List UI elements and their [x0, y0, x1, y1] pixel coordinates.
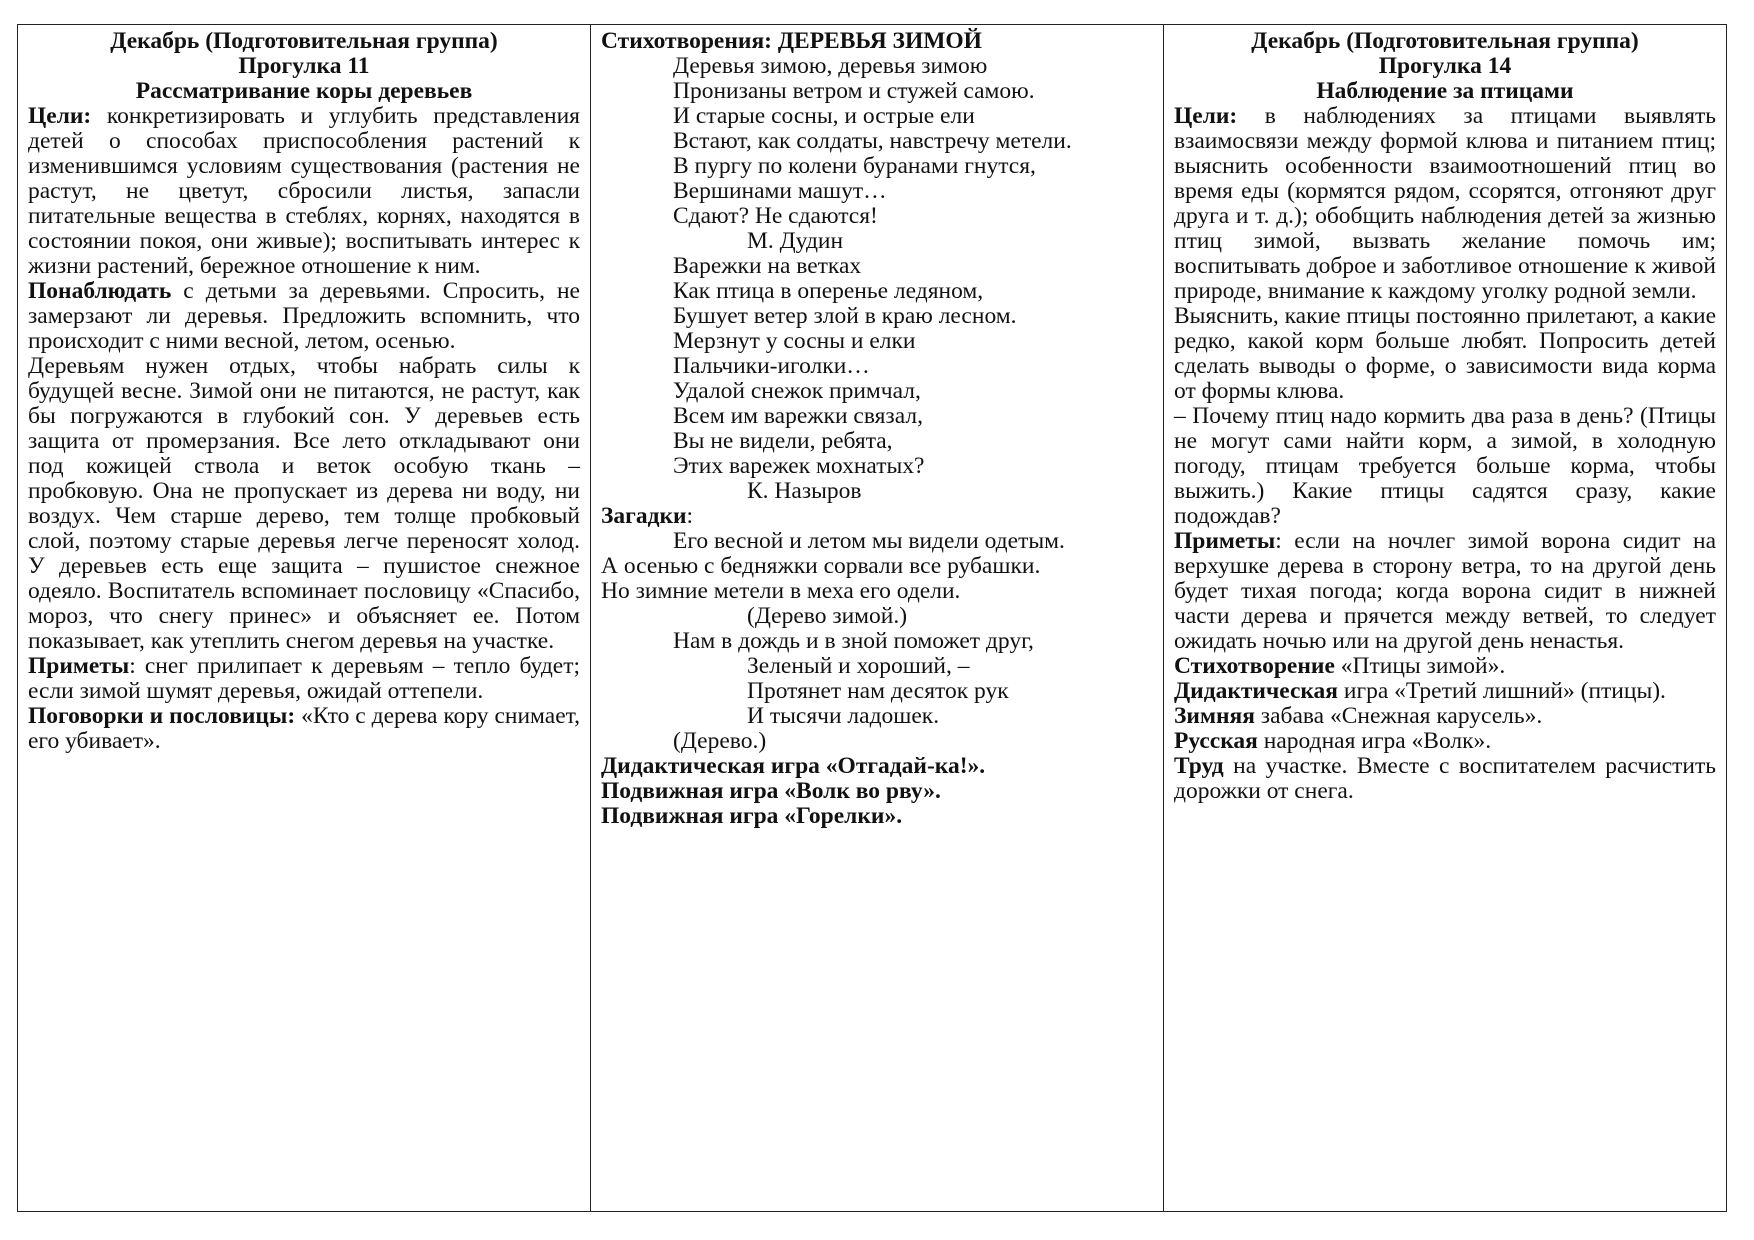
outdoor-game-1: Подвижная игра «Волк во рву». — [601, 778, 941, 804]
poem-2 — [601, 254, 1153, 479]
signs-text: : если на ночлег зимой ворона сидит на верхушке дерева в сторону ветра, то на другой день будет тихая погода; когда ворона сидит в нижней части дерева и прячется между ветвей, то следует ожидать ночью или на другой день ненастья. — [1174, 528, 1716, 654]
body-paragraph: Деревьям нужен отдых, чтобы набрать силы к будущей весне. Зимой они не питаются, не растут, как бы погружаются в глубокий сон. У деревьев есть защита от промерзания. Все лето откладывают они под кожицей ствола и веток особую ткань – пробковую. Она не пропускает из дерева ни воду, ни воздух. Чем старше дерево, тем толще пробковый слой, поэтому старые деревья легче переносят холод. У деревьев есть еще защита – пушистое снежное одеяло. Воспитатель вспоминает пословицу «Спасибо, мороз, что снегу принес» и объясняет ее. Потом показывает, как утеплить снегом деревья на участке. — [28, 353, 580, 654]
observe-label: Понаблюдать — [28, 278, 172, 304]
russian-label: Русская — [1174, 728, 1258, 754]
column-walk-14 — [1164, 25, 1726, 1211]
riddle-line: И тысячи ладошек. — [747, 703, 940, 729]
riddle-2-answer: (Дерево.) — [673, 728, 767, 754]
outdoor-game-2: Подвижная игра «Горелки». — [601, 803, 903, 829]
month-group-header: Декабрь (Подготовительная группа) — [1251, 28, 1639, 54]
riddle-1-answer: (Дерево зимой.) — [747, 603, 908, 629]
poem-line: Этих варежек мохнатых? — [673, 453, 925, 479]
goals-paragraph — [1174, 104, 1716, 304]
goals-label: Цели: — [1174, 103, 1238, 129]
goals-paragraph — [28, 104, 580, 279]
poem-line: Мерзнут у сосны и елки — [673, 328, 916, 354]
poem-line: Варежки на ветках — [673, 253, 862, 279]
signs-label: Приметы — [1174, 528, 1276, 554]
poem-line: Всем им варежки связал, — [673, 403, 923, 429]
winter-fun-paragraph — [1174, 704, 1716, 729]
proverbs-text: «Кто с дерева кору снимает, его убивает». — [28, 703, 581, 754]
poem-line: Вершинами машут… — [673, 178, 887, 204]
riddle-2-first-line: Нам в дождь и в зной поможет друг, — [673, 628, 1034, 654]
observe-text: с детьми за деревьями. Спросить, не замерзают ли деревья. Предложить вспомнить, что происходит с ними весной, летом, осенью. — [28, 278, 580, 354]
russian-game-paragraph — [1174, 729, 1716, 754]
winter-label: Зимняя — [1174, 703, 1255, 729]
goals-text: конкретизировать и углубить представления детей о способах приспособления растений к изменившимся условиям существования (растения не растут, не цветут, сбросили листья, запасли питательные вещества в стеблях, корнях, находятся в состоянии покоя, они живые); воспитывать интерес к жизни растений, бережное отношение к ним. — [28, 103, 580, 279]
walk-topic: Наблюдение за птицами — [1316, 78, 1574, 104]
riddles-colon: : — [686, 503, 694, 529]
poems-heading — [601, 29, 1153, 54]
paragraph-birds-feeding: Выяснить, какие птицы постоянно прилетают, а какие редко, какой корм больше любят. Попросить детей сделать выводы о форме, о зависимости вида корма от формы клюва. — [1174, 303, 1717, 404]
poem-paragraph — [1174, 654, 1716, 679]
lesson-plan-table — [17, 24, 1727, 1212]
poem-line: В пургу по колени буранами гнутся, — [673, 153, 1036, 179]
riddle-1-first-line: Его весной и летом мы видели одетым. — [673, 528, 1065, 554]
signs-text: : снег прилипает к деревьям – тепло будет; если зимой шумят деревья, ожидай оттепели. — [28, 653, 580, 704]
poem-line: И старые сосны, и острые ели — [673, 103, 975, 129]
riddle-line: Зеленый и хороший, – — [747, 653, 970, 679]
walk-number: Прогулка 11 — [238, 53, 370, 79]
poem-line: Сдают? Не сдаются! — [673, 203, 878, 229]
riddles-label: Загадки — [601, 503, 687, 529]
poem-line: Пронизаны ветром и стужей самою. — [673, 78, 1035, 104]
poem-1 — [601, 54, 1153, 229]
riddle-line: Протянет нам десяток рук — [747, 678, 1009, 704]
didactic-game: Дидактическая игра «Отгадай-ка!». — [601, 753, 986, 779]
poem-line: Бушует ветер злой в краю лесном. — [673, 303, 1017, 329]
didactic-paragraph — [1174, 679, 1716, 704]
riddles-heading — [601, 504, 1153, 529]
work-label: Труд — [1174, 753, 1224, 779]
poem-line: Встают, как солдаты, навстречу метели. — [673, 128, 1072, 154]
winter-text: забава «Снежная карусель». — [1254, 703, 1543, 729]
signs-label: Приметы — [28, 653, 130, 679]
signs-paragraph — [28, 654, 580, 704]
column-walk-11 — [18, 25, 591, 1211]
poem-line: Удалой снежок примчал, — [673, 378, 921, 404]
work-paragraph — [1174, 754, 1716, 804]
observe-paragraph — [28, 279, 580, 354]
riddle-line: А осенью с бедняжки сорвали все рубашки. — [601, 553, 1041, 579]
poem-line: Деревья зимою, деревья зимою — [673, 53, 988, 79]
column-poems — [591, 25, 1164, 1211]
didactic-text: игра «Третий лишний» (птицы). — [1338, 678, 1666, 704]
russian-text: народная игра «Волк». — [1257, 728, 1492, 754]
poems-label: Стихотворения: ДЕРЕВЬЯ ЗИМОЙ — [601, 28, 982, 54]
goals-text: в наблюдениях за птицами выявлять взаимосвязи между формой клюва и питанием птиц; выяснить особенности взаимоотношений птиц во время еды (кормятся рядом, ссорятся, отгоняют друг друга и т. д.); обобщить наблюдения детей за жизнью птиц зимой, вызвать желание помочь им; воспитывать доброе и заботливое отношение к живой природе, внимание к каждому уголку родной земли. — [1174, 103, 1716, 304]
didactic-label: Дидактическая — [1174, 678, 1339, 704]
poem-label: Стихотворение — [1174, 653, 1335, 679]
poem-text: «Птицы зимой». — [1334, 653, 1506, 679]
walk-topic: Рассматривание коры деревьев — [135, 78, 473, 104]
poem-line: Вы не видели, ребята, — [673, 428, 893, 454]
proverbs-label: Поговорки и пословицы: — [28, 703, 296, 729]
riddle-line: Но зимние метели в меха его одели. — [601, 578, 961, 604]
paragraph-feeding-question: – Почему птиц надо кормить два раза в день? (Птицы не могут сами найти корм, а зимой, в холодную погоду, птицам требуется больше корма, чтобы выжить.) Какие птицы садятся сразу, какие подождав? — [1174, 403, 1716, 529]
poem-line: Пальчики-иголки… — [673, 353, 870, 379]
signs-paragraph — [1174, 529, 1716, 654]
poem-author-1: М. Дудин — [747, 228, 844, 254]
work-text: на участке. Вместе с воспитателем расчистить дорожки от снега. — [1174, 753, 1716, 804]
goals-label: Цели: — [28, 103, 92, 129]
walk-number: Прогулка 14 — [1378, 53, 1512, 79]
poem-author-2: К. Назыров — [747, 478, 862, 504]
proverbs-paragraph — [28, 704, 580, 754]
poem-line: Как птица в оперенье ледяном, — [673, 278, 984, 304]
month-group-header: Декабрь (Подготовительная группа) — [110, 28, 498, 54]
